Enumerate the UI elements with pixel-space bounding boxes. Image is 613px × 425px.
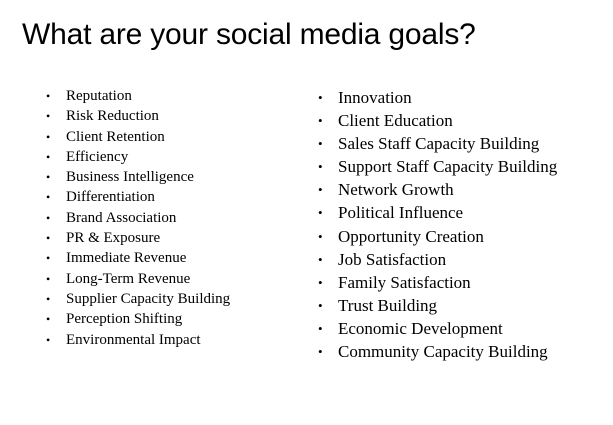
list-item: • Business Intelligence <box>40 167 300 187</box>
list-item: • PR & Exposure <box>40 228 300 248</box>
list-item: • Political Influence <box>312 201 613 224</box>
list-item: • Differentiation <box>40 187 300 207</box>
list-item: • Perception Shifting <box>40 309 300 329</box>
list-item: • Trust Building <box>312 294 613 317</box>
list-item: • Sales Staff Capacity Building <box>312 132 613 155</box>
goals-list-right <box>312 86 613 363</box>
list-item: • Job Satisfaction <box>312 248 613 271</box>
list-item: • Reputation <box>40 86 300 106</box>
list-item: • Community Capacity Building <box>312 340 613 363</box>
list-item: • Immediate Revenue <box>40 248 300 268</box>
list-item: • Client Retention <box>40 127 300 147</box>
list-item: • Support Staff Capacity Building <box>312 155 613 178</box>
content-columns <box>0 86 613 363</box>
list-item: • Supplier Capacity Building <box>40 289 300 309</box>
goals-list-left <box>40 86 300 350</box>
goals-column-left <box>0 86 300 350</box>
list-item: • Efficiency <box>40 147 300 167</box>
list-item: • Economic Development <box>312 317 613 340</box>
list-item: • Opportunity Creation <box>312 225 613 248</box>
page-title: What are your social media goals? <box>22 18 476 51</box>
list-item: • Long-Term Revenue <box>40 269 300 289</box>
list-item: • Brand Association <box>40 208 300 228</box>
list-item: • Environmental Impact <box>40 330 300 350</box>
list-item: • Innovation <box>312 86 613 109</box>
list-item: • Risk Reduction <box>40 106 300 126</box>
goals-column-right <box>300 86 613 363</box>
list-item: • Client Education <box>312 109 613 132</box>
list-item: • Family Satisfaction <box>312 271 613 294</box>
list-item: • Network Growth <box>312 178 613 201</box>
